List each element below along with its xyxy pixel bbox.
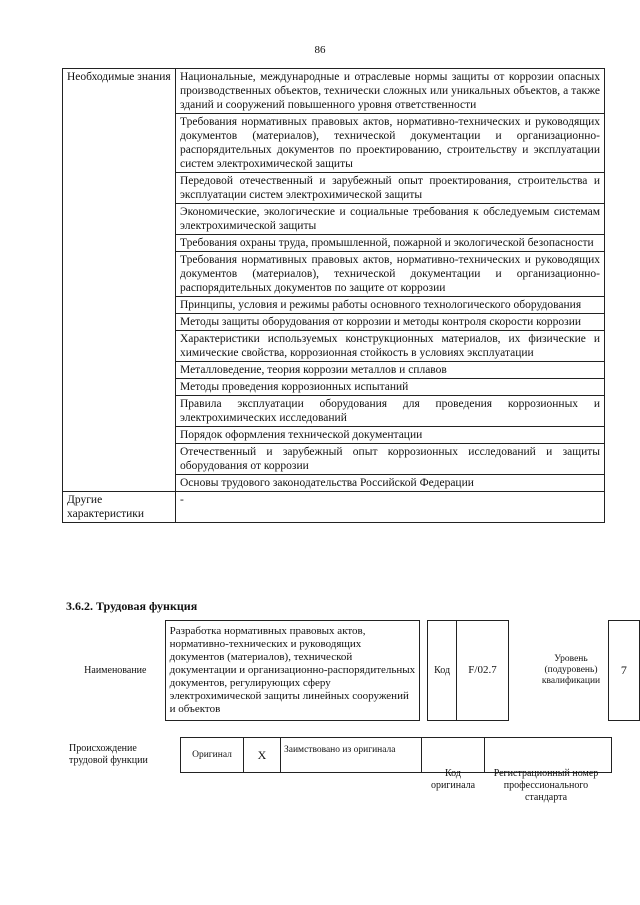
other-characteristics-label: Другие характеристики [63,492,176,523]
original-code-caption: Код оригинала [430,768,476,791]
labor-function-name: Разработка нормативных правовых актов, нормативно-технических и руководящих документов (материалов), технической документации и организационно-распорядительных документов, регулирующих сферу электрохимической защиты линейных сооружений и объектов [165,621,420,721]
knowledge-label: Необходимые знания [63,69,176,492]
other-characteristics-row [63,492,605,523]
knowledge-row [63,69,605,114]
knowledge-item: Отечественный и зарубежный опыт коррозионных исследований и защиты оборудования от коррозии [176,444,605,475]
knowledge-table-body [63,69,605,523]
labor-function-row [66,621,640,721]
knowledge-item: Требования охраны труда, промышленной, пожарной и экологической безопасности [176,235,605,252]
page-number: 86 [314,44,326,56]
knowledge-item: Основы трудового законодательства Российской Федерации [176,475,605,492]
knowledge-table [62,68,605,523]
origin-label: Происхождение трудовой функции [69,743,148,766]
knowledge-item: Характеристики используемых конструкционных материалов, их физические и химические свойства, коррозионная стойкость в условиях эксплуатации [176,331,605,362]
spacer [420,621,428,721]
code-value: F/02.7 [456,621,508,721]
qualification-level-label: Уровень (подуровень) квалификации [541,654,601,686]
knowledge-item: Национальные, международные и отраслевые нормы защиты от коррозии опасных производственных объектов, технически сложных или уникальных объектов, а также зданий и сооружений повышенного уровня ответственности [176,69,605,114]
knowledge-item: Передовой отечественный и зарубежный опыт проектирования, строительства и эксплуатации систем электрохимической защиты [176,173,605,204]
borrowed-label: Заимствовано из оригинала [281,738,422,773]
knowledge-item: Методы защиты оборудования от коррозии и методы контроля скорости коррозии [176,314,605,331]
knowledge-item: Металловедение, теория коррозии металлов и сплавов [176,362,605,379]
knowledge-item: Методы проведения коррозионных испытаний [176,379,605,396]
code-label: Код [428,621,457,721]
knowledge-item: Порядок оформления технической документации [176,427,605,444]
knowledge-item: Принципы, условия и режимы работы основного технологического оборудования [176,297,605,314]
labor-function-table [66,620,640,721]
spacer [509,621,535,721]
knowledge-item: Правила эксплуатации оборудования для проведения коррозионных и электрохимических исследований [176,396,605,427]
name-label: Наименование [84,665,147,676]
knowledge-item: Требования нормативных правовых актов, нормативно-технических и руководящих документов (материалов), технической документации и организационно-распорядительных документов по защите от коррозии [176,252,605,297]
knowledge-item: Требования нормативных правовых актов, нормативно-технических и руководящих документов (материалов), технической документации и организационно-распорядительных документов по проектированию, строительству и эксплуатации систем электрохимической защиты [176,114,605,173]
registration-number-caption: Регистрационный номер профессионального стандарта [493,768,599,803]
qualification-level-value: 7 [608,621,639,721]
other-characteristics-value: - [176,492,605,523]
section-heading: 3.6.2. Трудовая функция [66,599,198,613]
knowledge-item: Экономические, экологические и социальные требования к обследуемым системам электрохимической защиты [176,204,605,235]
original-label: Оригинал [181,738,244,773]
original-checkmark: X [244,738,281,773]
